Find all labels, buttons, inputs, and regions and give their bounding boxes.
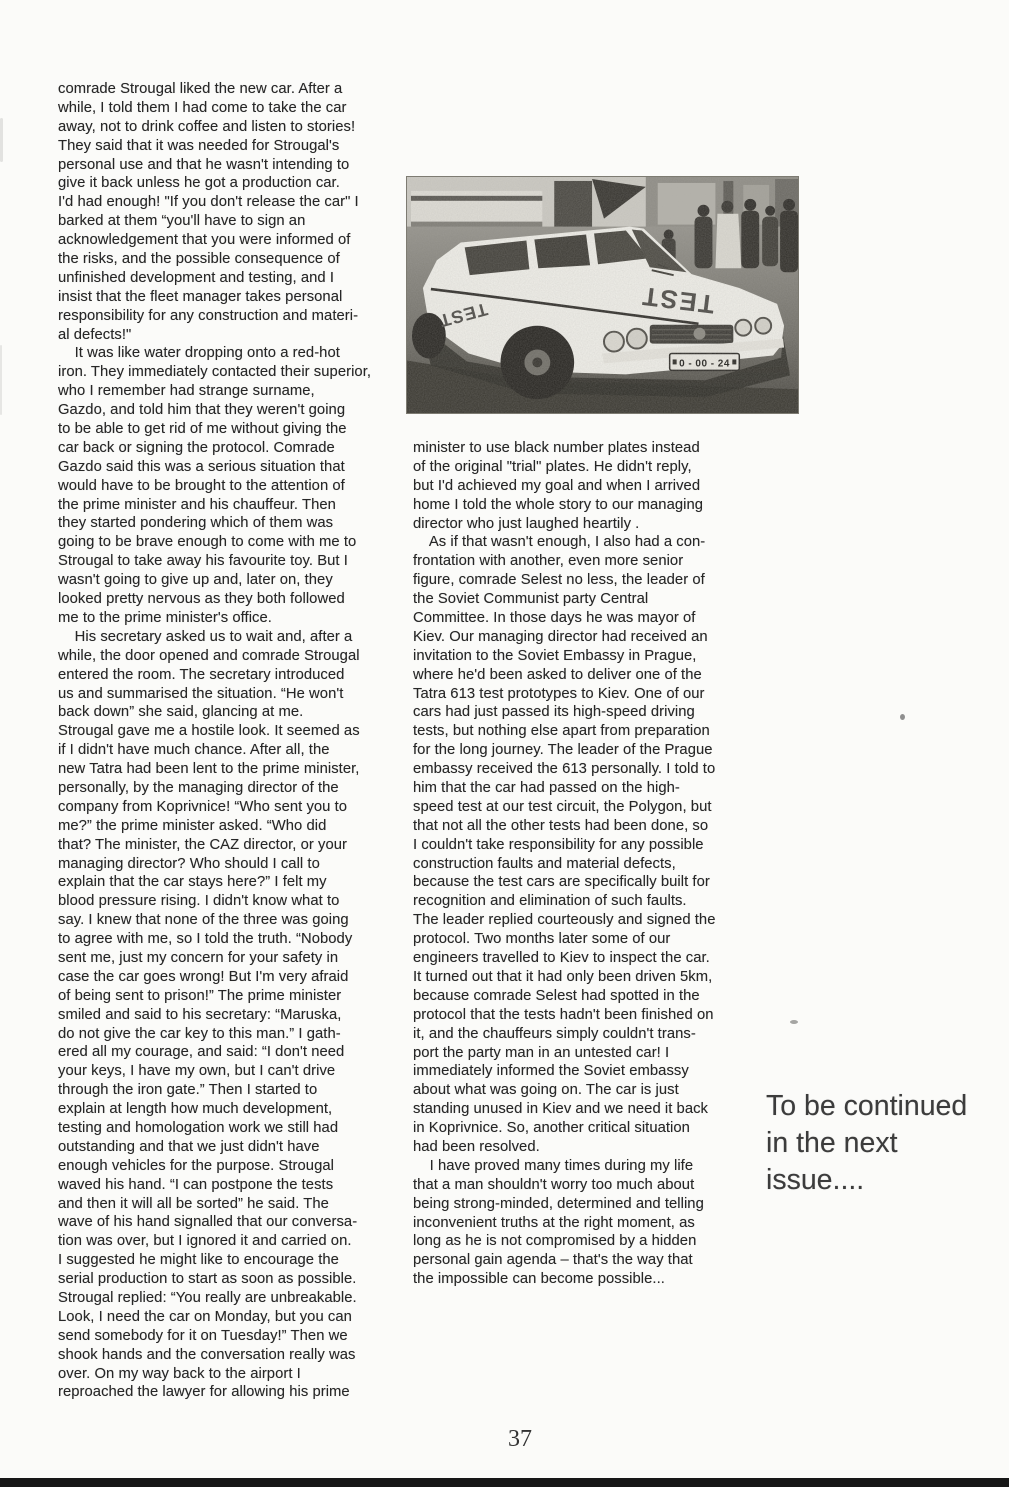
text-line: Kiev. Our managing director had received an xyxy=(413,628,708,645)
scan-artifact xyxy=(790,1020,798,1024)
text-line: shook hands and the conversation really was xyxy=(58,1346,356,1363)
article-left-column xyxy=(58,80,388,1402)
text-line: about what was going on. The car is just xyxy=(413,1082,679,1099)
text-line: and then it will all be sorted” he said. The xyxy=(58,1195,329,1212)
text-line: in Koprivnice. So, another critical situation xyxy=(413,1120,690,1137)
scan-edge-bar xyxy=(0,1478,1009,1487)
text-line: while, I told them I had come to take the car xyxy=(58,99,347,116)
text-line: standing unused in Kiev and we need it back xyxy=(413,1101,709,1118)
text-line: tests, but nothing else apart from preparation xyxy=(413,723,710,740)
text-line: if I didn't have much chance. After all, the xyxy=(58,742,330,759)
text-line: it, and the chauffeurs simply couldn't trans- xyxy=(413,1025,696,1042)
text-line: cars had just passed its high-speed driving xyxy=(413,704,695,721)
page-number: 37 xyxy=(508,1426,532,1452)
text-line: who I remember had strange surname, xyxy=(58,383,315,400)
text-line: figure, comrade Selest no less, the leader of xyxy=(413,572,705,589)
text-line: embassy received the 613 personally. I told to xyxy=(413,761,716,778)
text-line: wasn't going to give up and, later on, they xyxy=(58,572,333,589)
text-line: Strougal to take away his favourite toy. But I xyxy=(58,553,348,570)
text-line: waved his hand. “I can postpone the tests xyxy=(58,1176,334,1193)
text-line: reproached the lawyer for allowing his prime xyxy=(58,1384,350,1401)
text-line: explain that the car stays here?” I felt my xyxy=(58,874,327,891)
text-line: engineers travelled to Kiev to inspect the car. xyxy=(413,950,710,967)
text-line: that not all the other tests had been done, so xyxy=(413,817,709,834)
text-line: company from Koprivnice! “Who sent you to xyxy=(58,798,348,815)
text-line: recognition and elimination of such faults. xyxy=(413,893,687,910)
text-line: would have to be brought to the attention of xyxy=(58,477,345,494)
text-line: being strong-minded, determined and telling xyxy=(413,1195,704,1212)
tatra-613-photo xyxy=(406,176,799,414)
text-line: unfinished development and testing, and I xyxy=(58,269,334,286)
text-line: responsibility for any construction and materi- xyxy=(58,307,359,324)
scan-artifact xyxy=(900,714,905,720)
text-line: because the test cars are specifically built for xyxy=(413,874,710,891)
text-line: Strougal replied: “You really are unbreakable. xyxy=(58,1290,357,1306)
text-line: because comrade Selest had spotted in the xyxy=(413,987,700,1004)
text-line: wave of his hand signalled that our conversa- xyxy=(58,1214,358,1231)
text-line: port the party man in an untested car! I xyxy=(413,1044,670,1061)
text-line: blood pressure rising. I didn't know what to xyxy=(58,893,340,910)
text-line: to be able to get rid of me without giving the xyxy=(58,421,347,438)
text-line: It was like water dropping onto a red-hot xyxy=(58,345,340,362)
text-line: entered the room. The secretary introduced xyxy=(58,666,345,683)
text-line: invitation to the Soviet Embassy in Prague, xyxy=(413,647,697,664)
text-line: of being sent to prison!” The prime minister xyxy=(58,987,342,1004)
text-line: going to be brave enough to come with me to xyxy=(58,534,357,551)
text-line: while, the door opened and comrade Strougal xyxy=(58,647,360,664)
text-line: I couldn't take responsibility for any possible xyxy=(413,836,704,853)
text-line: Look, I need the car on Monday, but you can xyxy=(58,1308,352,1325)
text-line: protocol. Two months later some of our xyxy=(413,931,671,948)
text-line: barked at them “you'll have to sign an xyxy=(58,213,306,230)
text-line: ered all my courage, and said: “I don't need xyxy=(58,1044,345,1061)
text-line: that? The minister, the CAZ director, or your xyxy=(58,836,347,853)
text-line: your keys, I have my own, but I can't drive xyxy=(58,1063,336,1080)
text-line: me?” the prime minister asked. “Who did xyxy=(58,817,327,834)
tatra-613-photo-art xyxy=(407,177,798,413)
text-line: immediately informed the Soviet embassy xyxy=(413,1063,689,1080)
continuation-line: issue.... xyxy=(766,1164,865,1196)
text-line: iron. They immediately contacted their superior, xyxy=(58,364,372,381)
text-line: long as he is not compromised by a hidden xyxy=(413,1233,697,1250)
text-line: send somebody for it on Tuesday!” Then we xyxy=(58,1327,348,1344)
text-line: sent me, just my concern for your safety in xyxy=(58,949,339,966)
text-line: It turned out that it had only been driven 5km, xyxy=(413,968,713,985)
text-line: say. I knew that none of the three was going xyxy=(58,912,349,929)
text-line: home I told the whole story to our managing xyxy=(413,496,704,513)
article-right-column xyxy=(413,439,753,1289)
text-line: the Soviet Communist party Central xyxy=(413,591,649,608)
text-line: personal gain agenda – that's the way that xyxy=(413,1252,693,1269)
text-line: testing and homologation work we still had xyxy=(58,1119,339,1136)
text-line: I suggested he might like to encourage the xyxy=(58,1252,339,1269)
text-line: the prime minister and his chauffeur. Then xyxy=(58,496,336,513)
text-line: protocol that the tests hadn't been finished on xyxy=(413,1006,714,1023)
text-line: The leader replied courteously and signed the xyxy=(413,912,716,929)
text-line: the risks, and the possible consequence of xyxy=(58,251,340,268)
text-line: speed test at our test circuit, the Polygon, but xyxy=(413,798,712,815)
text-line: outstanding and that we just didn't have xyxy=(58,1138,320,1155)
text-line: personally, by the managing director of the xyxy=(58,779,339,796)
text-line: minister to use black number plates instead xyxy=(413,440,700,456)
text-line: new Tatra had been lent to the prime minister, xyxy=(58,761,360,778)
scan-artifact xyxy=(0,118,3,162)
continuation-line: in the next xyxy=(766,1127,898,1159)
text-line: through the iron gate.” Then I started to xyxy=(58,1082,318,1099)
text-line: smiled and said to his secretary: “Maruska, xyxy=(58,1006,342,1023)
continuation-line: To be continued xyxy=(766,1090,968,1122)
text-line: Gazdo said this was a serious situation that xyxy=(58,458,345,475)
text-line: that a man shouldn't worry too much about xyxy=(413,1176,695,1193)
text-line: where he'd been asked to deliver one of the xyxy=(413,666,702,683)
text-line: I'd had enough! "If you don't release the car" I xyxy=(58,194,359,211)
text-line: of the original "trial" plates. He didn't reply, xyxy=(413,458,692,475)
text-line: Tatra 613 test prototypes to Kiev. One of our xyxy=(413,685,705,702)
text-line: They said that it was needed for Strougal's xyxy=(58,137,340,154)
text-line: to agree with me, so I told the truth. “Nobody xyxy=(58,931,353,948)
text-line: enough vehicles for the purpose. Strougal xyxy=(58,1157,334,1174)
text-line: tion was over, but I ignored it and carried on. xyxy=(58,1233,352,1250)
text-line: managing director? Who should I call to xyxy=(58,855,320,872)
text-line: acknowledgement that you were informed of xyxy=(58,232,351,249)
text-line: the impossible can become possible... xyxy=(413,1271,665,1288)
text-line: serial production to start as soon as possible. xyxy=(58,1271,357,1288)
text-line: As if that wasn't enough, I also had a con- xyxy=(413,534,706,551)
text-line: comrade Strougal liked the new car. After a xyxy=(58,81,343,97)
text-line: inconvenient truths at the right moment, as xyxy=(413,1214,695,1231)
text-line: director who just laughed heartily . xyxy=(413,515,640,532)
text-line: us and summarised the situation. “He won't xyxy=(58,685,344,702)
text-line: over. On my way back to the airport I xyxy=(58,1365,301,1382)
text-line: al defects!" xyxy=(58,326,132,343)
photo-grain-overlay xyxy=(407,177,798,413)
text-line: give it back unless he got a production car. xyxy=(58,175,340,192)
text-line: me to the prime minister's office. xyxy=(58,609,272,626)
text-line: I have proved many times during my life xyxy=(413,1157,694,1174)
text-line: do not give the car key to this man.” I gath- xyxy=(58,1025,341,1042)
text-line: frontation with another, even more senior xyxy=(413,553,684,570)
text-line: but I'd achieved my goal and when I arrived xyxy=(413,477,701,494)
text-line: Gazdo, and told him that they weren't going xyxy=(58,402,346,419)
text-line: away, not to drink coffee and listen to stories! xyxy=(58,118,356,135)
continuation-notice xyxy=(766,1088,996,1199)
text-line: His secretary asked us to wait and, after a xyxy=(58,628,353,645)
text-line: construction faults and material defects, xyxy=(413,855,676,872)
text-line: car back or signing the protocol. Comrade xyxy=(58,439,335,456)
text-line: Committee. In those days he was mayor of xyxy=(413,610,696,627)
text-line: personal use and that he wasn't intending to xyxy=(58,156,350,173)
text-line: for the long journey. The leader of the Prague xyxy=(413,742,713,759)
text-line: insist that the fleet manager takes personal xyxy=(58,288,343,305)
text-line: him that the car had passed on the high- xyxy=(413,780,680,797)
text-line: case the car goes wrong! But I'm very afraid xyxy=(58,968,349,985)
text-line: had been resolved. xyxy=(413,1138,540,1155)
text-line: back down” she said, glancing at me. xyxy=(58,704,304,721)
text-line: they started pondering which of them was xyxy=(58,515,334,532)
text-line: explain at length how much development, xyxy=(58,1101,333,1118)
scan-artifact xyxy=(0,345,2,415)
text-line: Strougal gave me a hostile look. It seemed as xyxy=(58,723,360,740)
text-line: looked pretty nervous as they both followed xyxy=(58,591,345,608)
